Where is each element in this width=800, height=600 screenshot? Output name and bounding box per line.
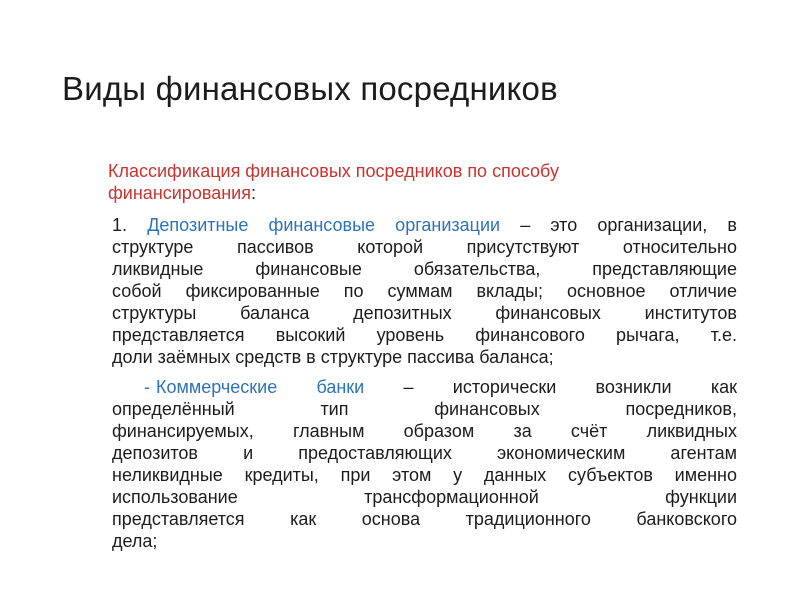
item2-line-7: представляется как основа традиционного банковского (112, 509, 737, 529)
item2-line-5: неликвидные кредиты, при этом у данных субъектов именно (112, 465, 737, 485)
item2-line-6: использование трансформационной функции (112, 487, 737, 507)
subtitle-text: Классификация финансовых посредников по способу финансирования (108, 161, 559, 203)
item1-line-7: доли заёмных средств в структуре пассива баланса; (112, 347, 554, 367)
item2-line-1-rest: – исторически возникли как (364, 377, 738, 397)
item2-line-4: депозитов и предоставляющих экономическим агентам (112, 443, 737, 463)
item1-term: Депозитные финансовые организации (147, 215, 501, 235)
item2-line-3: финансируемых, главным образом за счёт ликвидных (112, 421, 737, 441)
item1-line-6: представляется высокий уровень финансового рычага, т.е. (112, 325, 737, 345)
item1-number: 1. (112, 215, 128, 235)
subtitle-colon: : (250, 183, 256, 203)
item1-line-1 (112, 214, 737, 236)
item2-dash: - (144, 377, 150, 397)
item1-line-1-rest: – это организации, в (500, 215, 737, 235)
item1-line-4: собой фиксированные по суммам вклады; основное отличие (112, 281, 737, 301)
item2-line-2: определённый тип финансовых посредников, (112, 399, 737, 419)
item2-line-8: дела; (112, 531, 158, 551)
item1-line-5: структуры баланса депозитных финансовых институтов (112, 303, 737, 323)
slide-subtitle (108, 160, 708, 204)
item-commercial-banks (112, 376, 737, 552)
item2-line-1 (112, 376, 737, 398)
slide-title: Виды финансовых посредников (62, 70, 558, 107)
item2-term: Коммерческие банки (156, 377, 365, 397)
item1-line-2: структуре пассивов которой присутствуют относительно (112, 237, 737, 257)
item-deposit-organizations (112, 214, 737, 368)
item1-line-3: ликвидные финансовые обязательства, представляющие (112, 259, 737, 279)
